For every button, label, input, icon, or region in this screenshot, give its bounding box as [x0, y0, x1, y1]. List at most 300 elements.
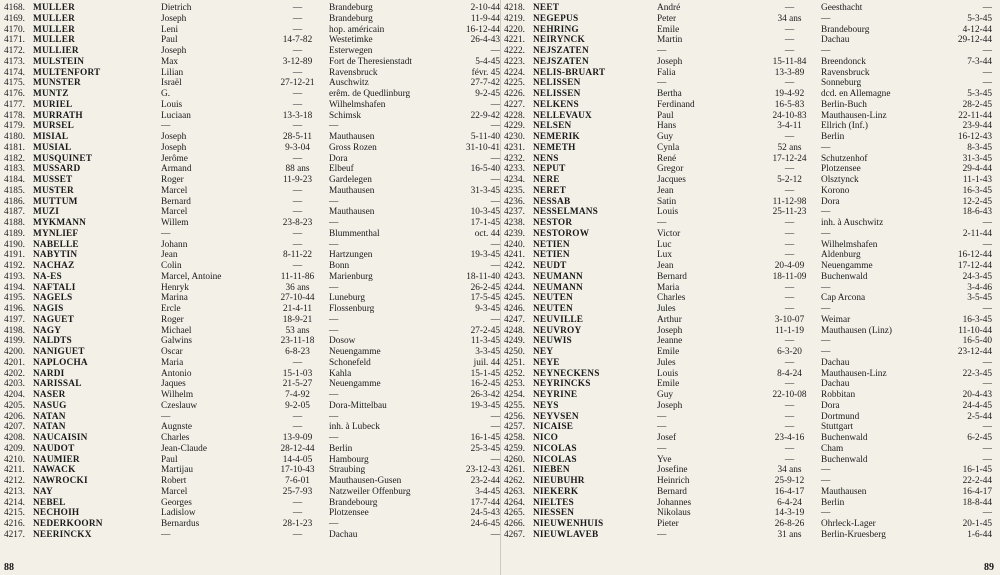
entry-number: 4247.	[504, 314, 525, 325]
surname: NALDTS	[33, 336, 72, 347]
entry-number: 4197.	[4, 314, 25, 325]
entry-number: 4186.	[4, 196, 25, 207]
list-item	[504, 197, 996, 208]
surname: NEUVROY	[533, 325, 582, 336]
entry-number: 4179.	[4, 121, 25, 132]
birth-date-or-age: —	[784, 218, 795, 228]
first-name: Josefine	[657, 465, 688, 476]
place: hop. américain	[329, 24, 385, 35]
first-name: —	[161, 228, 171, 239]
birth-date-or-age: 23-8-23	[282, 218, 313, 228]
entry-number: 4213.	[4, 486, 25, 497]
birth-date-or-age: 13-9-09	[282, 433, 313, 443]
list-item	[504, 100, 996, 111]
place: Mauthausen-Gusen	[329, 476, 402, 486]
list-item	[4, 143, 500, 154]
list-item	[504, 369, 996, 380]
list-item	[504, 229, 996, 240]
entry-number: 4168.	[4, 3, 25, 13]
list-item	[4, 326, 500, 337]
birth-date-or-age: 23-11-18	[280, 336, 315, 347]
surname: NELKENS	[533, 99, 579, 110]
first-name: Gregor	[657, 164, 684, 175]
list-item	[4, 78, 500, 89]
entry-number: 4193.	[4, 271, 25, 282]
birth-date-or-age: —	[784, 78, 795, 89]
place: Ohrleck-Lager	[821, 519, 876, 529]
place: —	[329, 411, 339, 422]
list-item	[504, 412, 996, 423]
place: Geesthacht	[821, 3, 863, 13]
entry-number: 4225.	[504, 78, 525, 89]
surname: NAGELS	[33, 293, 73, 304]
place: Mauthausen	[821, 486, 867, 497]
first-name: Guy	[657, 132, 674, 142]
first-name: Falia	[657, 67, 676, 78]
birth-date-or-age: —	[784, 185, 795, 196]
birth-date-or-age: —	[292, 121, 303, 132]
place: Gross Rozen	[329, 142, 377, 153]
column-divider	[500, 0, 501, 575]
first-name: —	[161, 529, 171, 540]
entry-number: 4189.	[4, 228, 25, 239]
death-date: 3-4-45	[475, 486, 500, 497]
entry-number: 4215.	[4, 508, 25, 519]
list-item	[4, 379, 500, 390]
first-name: Ladislow	[161, 508, 196, 519]
first-name: Luc	[657, 239, 672, 250]
first-name: Bernard	[657, 271, 687, 282]
birth-date-or-age: 31 ans	[777, 529, 802, 540]
first-name: Wilhelm	[161, 390, 194, 400]
list-item	[4, 304, 500, 315]
place: —	[329, 519, 339, 529]
birth-date-or-age: —	[784, 132, 795, 142]
first-name: Colin	[161, 261, 182, 271]
birth-date-or-age: —	[784, 35, 795, 46]
entry-number: 4183.	[4, 164, 25, 175]
list-item	[4, 476, 500, 487]
death-date: —	[982, 454, 992, 465]
birth-date-or-age: —	[292, 99, 303, 110]
birth-date-or-age: —	[784, 357, 795, 368]
surname: NIEUBUHR	[533, 476, 585, 486]
birth-date-or-age: —	[292, 207, 303, 218]
entry-number: 4260.	[504, 454, 525, 465]
surname: MUSIAL	[33, 142, 72, 153]
first-name: Bernardus	[161, 519, 200, 529]
first-name: Arthur	[657, 314, 682, 325]
first-name: Augnste	[161, 422, 192, 433]
death-date: 17-1-45	[470, 218, 500, 228]
first-name: Jean-Claude	[161, 443, 207, 454]
death-date: 31-3-45	[470, 185, 500, 196]
surname: NEYRINCKS	[533, 379, 591, 390]
entry-number: 4259.	[504, 443, 525, 454]
surname: NEY	[533, 347, 554, 357]
list-item	[504, 455, 996, 466]
first-name: —	[657, 443, 667, 454]
death-date: 3-4-46	[967, 282, 992, 293]
surname: NAUCAISIN	[33, 433, 88, 443]
surname: NELLEVAUX	[533, 110, 592, 121]
entry-number: 4232.	[504, 153, 525, 164]
first-name: Armand	[161, 164, 192, 175]
entry-number: 4219.	[504, 13, 525, 24]
place: Mauthausen (Linz)	[821, 325, 892, 336]
first-name: Marcel, Antoine	[161, 271, 222, 282]
birth-date-or-age: 25-9-12	[774, 476, 805, 486]
surname: MURIEL	[33, 99, 73, 110]
list-item	[504, 401, 996, 412]
entry-number: 4204.	[4, 390, 25, 400]
list-item	[4, 46, 500, 57]
list-item	[504, 207, 996, 218]
entry-number: 4214.	[4, 497, 25, 508]
place: Dortmund	[821, 411, 860, 422]
first-name: Jerôme	[161, 153, 188, 164]
entry-number: 4266.	[504, 519, 525, 529]
surname: MURSEL	[33, 121, 74, 132]
place: Dora	[821, 196, 840, 207]
entry-number: 4188.	[4, 218, 25, 228]
place: Cap Arcona	[821, 293, 866, 304]
surname: NETIEN	[533, 250, 570, 261]
surname: NAWACK	[33, 465, 76, 476]
death-date: —	[490, 261, 500, 271]
first-name: Jean	[161, 250, 178, 261]
place: Esterwegen	[329, 46, 373, 56]
death-date: 22-9-42	[470, 110, 500, 121]
death-date: 27-2-45	[470, 325, 500, 336]
surname: NIEUWLAVEB	[533, 529, 599, 540]
first-name: Jeanne	[657, 336, 683, 347]
entry-number: 4185.	[4, 185, 25, 196]
list-item	[4, 164, 500, 175]
first-name: Satin	[657, 196, 677, 207]
death-date: 9-2-45	[475, 89, 500, 99]
entry-number: 4251.	[504, 357, 525, 368]
death-date: —	[982, 443, 992, 454]
death-date: —	[490, 99, 500, 110]
entry-number: 4207.	[4, 422, 25, 433]
first-name: Martin	[657, 35, 683, 46]
list-item	[4, 57, 500, 68]
surname: NEYNECKENS	[533, 368, 600, 379]
death-date: —	[490, 196, 500, 207]
first-name: Ferdinand	[657, 99, 695, 110]
birth-date-or-age: —	[292, 67, 303, 78]
list-item	[504, 218, 996, 229]
list-item	[4, 487, 500, 498]
surname: NEJSZATEN	[533, 46, 589, 56]
place: Berlin	[821, 497, 845, 508]
birth-date-or-age: 9-2-05	[285, 400, 310, 411]
list-item	[4, 530, 500, 541]
death-date: —	[490, 411, 500, 422]
birth-date-or-age: —	[784, 411, 795, 422]
entry-number: 4198.	[4, 325, 25, 336]
first-name: Marcel	[161, 207, 188, 218]
entry-number: 4200.	[4, 347, 25, 357]
list-item	[4, 229, 500, 240]
death-date: 16-5-40	[470, 164, 500, 175]
entry-number: 4209.	[4, 443, 25, 454]
entry-number: 4201.	[4, 357, 25, 368]
left-column	[4, 3, 500, 541]
birth-date-or-age: 20-4-09	[774, 261, 805, 271]
list-item	[504, 111, 996, 122]
entry-number: 4170.	[4, 24, 25, 35]
place: —	[329, 325, 339, 336]
birth-date-or-age: —	[784, 443, 795, 454]
birth-date-or-age: 88 ans	[285, 164, 310, 175]
first-name: Michael	[161, 325, 192, 336]
birth-date-or-age: 53 ans	[285, 325, 310, 336]
birth-date-or-age: 3-4-11	[777, 121, 802, 132]
entry-number: 4249.	[504, 336, 525, 347]
surname: NESSAB	[533, 196, 571, 207]
surname: MUSTER	[33, 185, 74, 196]
list-item	[504, 46, 996, 57]
birth-date-or-age: 25-11-23	[772, 207, 807, 218]
entry-number: 4211.	[4, 465, 25, 476]
death-date: 23-2-44	[470, 476, 500, 486]
place: Gardelegen	[329, 175, 372, 185]
entry-number: 4242.	[504, 261, 525, 271]
birth-date-or-age: 6-3-20	[777, 347, 802, 357]
death-date: 16-5-40	[962, 336, 992, 347]
place: —	[821, 347, 831, 357]
entry-number: 4248.	[504, 325, 525, 336]
death-date: 2-5-44	[967, 411, 992, 422]
list-item	[504, 68, 996, 79]
place: —	[821, 282, 831, 293]
death-date: —	[982, 379, 992, 390]
place: Dachau	[821, 35, 850, 46]
surname: NIEUWENHUIS	[533, 519, 604, 529]
surname: MULTENFORT	[33, 67, 101, 78]
entry-number: 4263.	[504, 486, 525, 497]
surname: NABELLE	[33, 239, 79, 250]
surname: NACHAZ	[33, 261, 75, 271]
surname: NAGUET	[33, 314, 74, 325]
list-item	[504, 326, 996, 337]
place: Robbitan	[821, 390, 856, 400]
list-item	[4, 422, 500, 433]
surname: MULLIER	[33, 46, 79, 56]
place: Bonn	[329, 261, 350, 271]
first-name: Marina	[161, 293, 188, 304]
birth-date-or-age: —	[292, 24, 303, 35]
surname: NASUG	[33, 400, 67, 411]
surname: NEUWIS	[533, 336, 572, 347]
place: Berlin-Buch	[821, 99, 867, 110]
list-item	[504, 519, 996, 530]
list-item	[504, 315, 996, 326]
first-name: Lux	[657, 250, 672, 261]
death-date: 17-12-44	[957, 261, 992, 271]
death-date: 12-2-45	[962, 196, 992, 207]
death-date: févr. 45	[471, 67, 500, 78]
death-date: oct. 44	[474, 228, 500, 239]
first-name: Jules	[657, 304, 676, 314]
surname: NEGEPUS	[533, 13, 579, 24]
first-name: —	[657, 218, 667, 228]
surname: NAY	[33, 486, 53, 497]
place: Hartzungen	[329, 250, 373, 261]
place: Plotzensee	[821, 164, 861, 175]
place: —	[821, 207, 831, 218]
entry-number: 4182.	[4, 153, 25, 164]
surname: NELISSEN	[533, 78, 581, 89]
surname: NEERINCKX	[33, 529, 92, 540]
first-name: Paul	[161, 35, 178, 46]
entry-number: 4210.	[4, 454, 25, 465]
death-date: 18-8-44	[962, 497, 992, 508]
first-name: André	[657, 3, 681, 13]
list-item	[4, 25, 500, 36]
birth-date-or-age: 9-3-04	[285, 142, 310, 153]
place: Auschwitz	[329, 78, 369, 89]
list-item	[504, 465, 996, 476]
death-date: 5-4-45	[475, 56, 500, 67]
birth-date-or-age: —	[292, 239, 303, 250]
entry-number: 4261.	[504, 465, 525, 476]
birth-date-or-age: 11-11-86	[280, 271, 315, 282]
first-name: Joseph	[161, 132, 187, 142]
place: Schutzenhof	[821, 153, 868, 164]
death-date: 29-12-44	[957, 35, 992, 46]
surname: NELIS-BRUART	[533, 67, 606, 78]
first-name: Robert	[161, 476, 187, 486]
entry-number: 4226.	[504, 89, 525, 99]
first-name: Ercle	[161, 304, 181, 314]
entry-number: 4262.	[504, 476, 525, 486]
list-item	[4, 132, 500, 143]
death-date: 10-3-45	[470, 207, 500, 218]
surname: NEIRYNCK	[533, 35, 585, 46]
place: Flossenburg	[329, 304, 375, 314]
birth-date-or-age: —	[292, 357, 303, 368]
surname: MUNTZ	[33, 89, 69, 99]
place: Berlin	[821, 132, 845, 142]
entry-number: 4176.	[4, 89, 25, 99]
surname: NEMETH	[533, 142, 576, 153]
first-name: Louis	[657, 207, 679, 218]
death-date: 16-1-45	[962, 465, 992, 476]
birth-date-or-age: —	[292, 13, 303, 24]
first-name: Jean	[657, 185, 674, 196]
death-date: 15-1-45	[470, 368, 500, 379]
surname: MYKMANN	[33, 218, 87, 228]
death-date: 16-4-17	[962, 486, 992, 497]
surname: NEET	[533, 3, 560, 13]
birth-date-or-age: —	[292, 508, 303, 519]
first-name: Louis	[657, 368, 679, 379]
birth-date-or-age: —	[292, 153, 303, 164]
surname: NEYE	[533, 357, 560, 368]
entry-number: 4238.	[504, 218, 525, 228]
death-date: 27-7-42	[470, 78, 500, 89]
death-date: —	[490, 239, 500, 250]
birth-date-or-age: —	[292, 261, 303, 271]
death-date: 3-3-45	[475, 347, 500, 357]
birth-date-or-age: 14-7-82	[282, 35, 313, 46]
birth-date-or-age: 18-11-09	[772, 271, 807, 282]
death-date: 3-5-45	[967, 293, 992, 304]
place: —	[821, 465, 831, 476]
place: Dosow	[329, 336, 356, 347]
list-item	[4, 240, 500, 251]
death-date: 23-9-44	[962, 121, 992, 132]
first-name: Johannes	[657, 497, 692, 508]
first-name: Lilian	[161, 67, 184, 78]
first-name: Joseph	[161, 46, 187, 56]
entry-number: 4239.	[504, 228, 525, 239]
list-item	[4, 412, 500, 423]
death-date: 5-3-45	[967, 89, 992, 99]
birth-date-or-age: —	[784, 46, 795, 56]
entry-number: 4223.	[504, 56, 525, 67]
death-date: 9-3-45	[475, 304, 500, 314]
first-name: Bernard	[161, 196, 191, 207]
birth-date-or-age: 23-4-16	[774, 433, 805, 443]
place: Cham	[821, 443, 844, 454]
surname: NECHOIH	[33, 508, 80, 519]
first-name: —	[657, 411, 667, 422]
entry-number: 4255.	[504, 400, 525, 411]
entry-number: 4230.	[504, 132, 525, 142]
first-name: Pieter	[657, 519, 679, 529]
death-date: 2-11-44	[962, 228, 992, 239]
death-date: 17-5-45	[470, 293, 500, 304]
entry-number: 4180.	[4, 132, 25, 142]
place: —	[821, 46, 831, 56]
first-name: —	[657, 529, 667, 540]
surname: MULLER	[33, 24, 76, 35]
death-date: 18-6-43	[962, 207, 992, 218]
birth-date-or-age: 25-7-93	[282, 486, 313, 497]
death-date: 16-12-44	[465, 24, 500, 35]
place: Dachau	[821, 357, 850, 368]
first-name: —	[657, 78, 667, 89]
place: Natzweiler Offenburg	[329, 486, 411, 497]
first-name: Cynla	[657, 142, 680, 153]
surname: NAPLOCHA	[33, 357, 88, 368]
surname: NEYS	[533, 400, 559, 411]
place: Brandebourg	[329, 497, 378, 508]
entry-number: 4171.	[4, 35, 25, 46]
surname: NATAN	[33, 422, 66, 433]
birth-date-or-age: 5-2-12	[777, 175, 802, 185]
surname: MULLER	[33, 13, 76, 24]
surname: NEUTEN	[533, 293, 573, 304]
death-date: 1-6-44	[967, 529, 992, 540]
list-item	[4, 121, 500, 132]
list-item	[4, 444, 500, 455]
birth-date-or-age: 28-5-11	[282, 132, 313, 142]
surname: MUSQUINET	[33, 153, 93, 164]
first-name: Emile	[657, 24, 680, 35]
first-name: Paul	[657, 110, 674, 121]
entry-number: 4254.	[504, 390, 525, 400]
first-name: Yve	[657, 454, 672, 465]
death-date: —	[982, 422, 992, 433]
death-date: 16-3-45	[962, 185, 992, 196]
surname: NAUMIER	[33, 454, 80, 465]
death-date: 26-3-42	[470, 390, 500, 400]
